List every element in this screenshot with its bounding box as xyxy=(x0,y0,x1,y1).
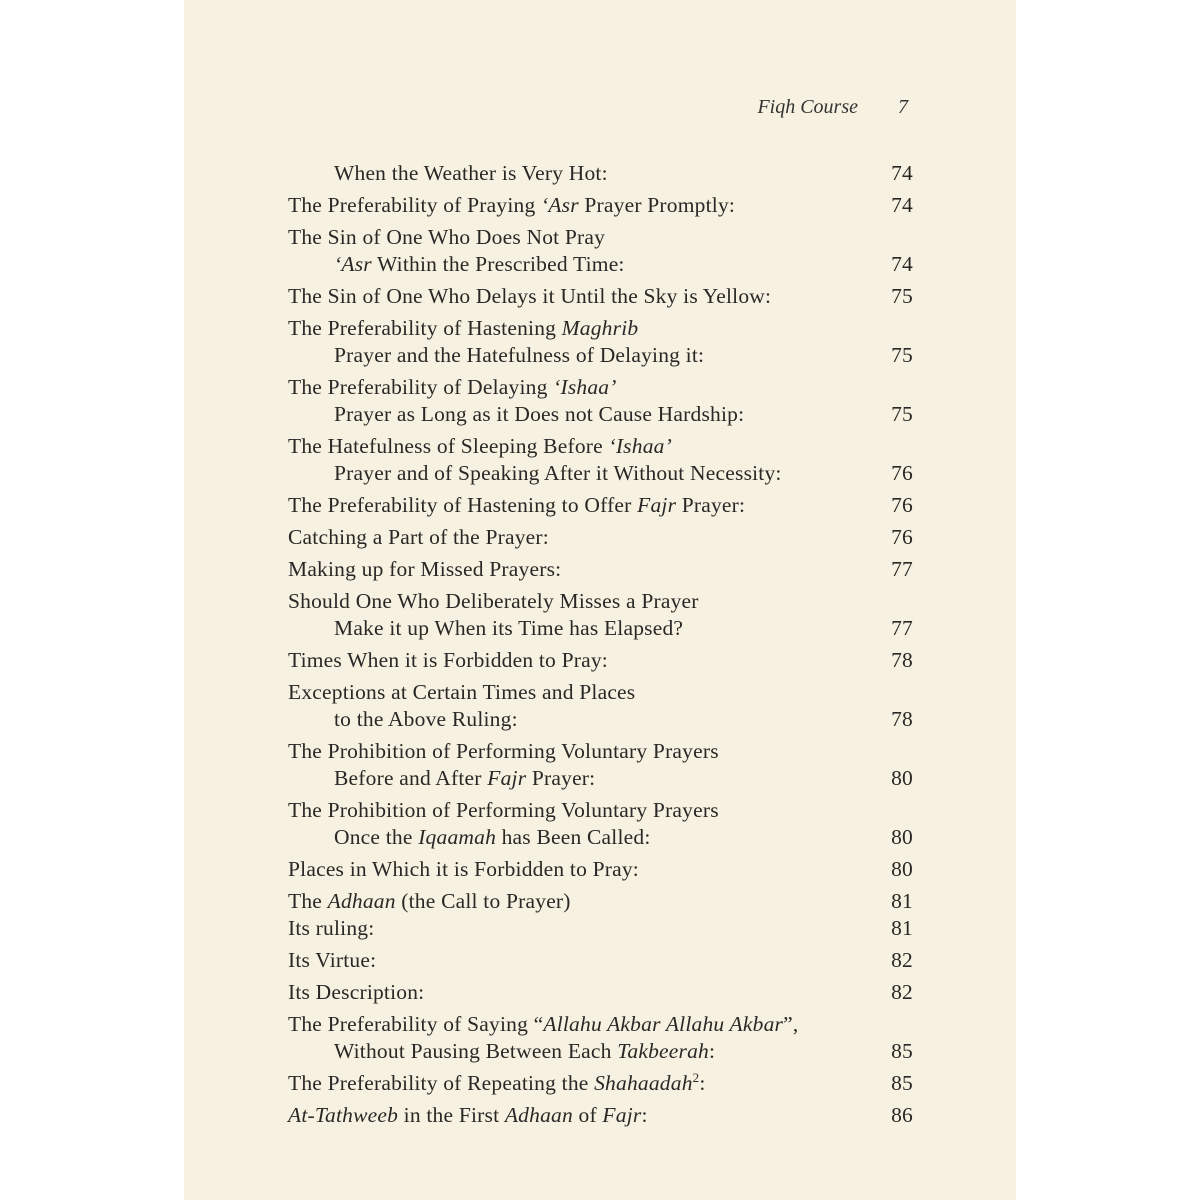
toc-entry-title-line: Make it up When its Time has Elapsed? xyxy=(334,616,684,640)
toc-entry-title-line: The Preferability of Saying “Allahu Akbar Allahu Akbar”, xyxy=(288,1012,799,1036)
toc-entry-title-line: The Preferability of Hastening Maghrib xyxy=(288,316,639,340)
toc-entry-title-line: Its Description: xyxy=(288,980,425,1004)
toc-entry xyxy=(288,647,913,674)
toc-entry xyxy=(288,492,913,519)
toc-entry-page-number: 80 xyxy=(891,825,913,849)
toc-entry xyxy=(288,1102,913,1129)
book-page xyxy=(184,0,1016,1200)
toc-entry-title-line: The Prohibition of Performing Voluntary Prayers xyxy=(288,798,719,822)
running-title: Fiqh Course xyxy=(757,96,858,118)
toc-entry-title-line: to the Above Ruling: xyxy=(334,707,518,731)
toc-entry xyxy=(288,283,913,310)
toc-entry xyxy=(288,192,913,219)
toc-entry xyxy=(288,315,913,369)
toc-entry-title-line: The Hatefulness of Sleeping Before ‘Ishaa’ xyxy=(288,434,672,458)
toc-entry-page-number: 82 xyxy=(891,980,913,1004)
toc-entry-title-line: Its ruling: xyxy=(288,916,375,940)
toc-entry xyxy=(288,915,913,942)
toc-entry-title-line: Catching a Part of the Prayer: xyxy=(288,525,549,549)
toc-entry xyxy=(288,556,913,583)
toc-entry-title-line: The Preferability of Hastening to Offer Fajr Prayer: xyxy=(288,493,746,517)
toc-entry-page-number: 76 xyxy=(891,525,913,549)
toc-entry-title-line: Prayer and of Speaking After it Without Necessity: xyxy=(334,461,782,485)
toc-entry xyxy=(288,588,913,642)
toc-entry-page-number: 76 xyxy=(891,493,913,517)
toc-entry-page-number: 80 xyxy=(891,766,913,790)
toc-entry-page-number: 74 xyxy=(891,161,913,185)
toc-entry-title-line: Without Pausing Between Each Takbeerah: xyxy=(334,1039,716,1063)
toc-entry-page-number: 75 xyxy=(891,402,913,426)
toc-entry-title-line: Exceptions at Certain Times and Places xyxy=(288,680,636,704)
toc-entry-title-line: Making up for Missed Prayers: xyxy=(288,557,562,581)
toc-entry-title-line: At-Tathweeb in the First Adhaan of Fajr: xyxy=(288,1103,648,1127)
toc-entry xyxy=(288,797,913,851)
toc-entry-page-number: 78 xyxy=(891,707,913,731)
toc-entry-page-number: 81 xyxy=(891,916,913,940)
toc-entry xyxy=(288,433,913,487)
toc-entry-title-line: The Sin of One Who Does Not Pray xyxy=(288,225,606,249)
toc-entry-page-number: 80 xyxy=(891,857,913,881)
toc-entry-title-line: The Adhaan (the Call to Prayer) xyxy=(288,889,571,913)
toc-entry-page-number: 85 xyxy=(891,1071,913,1095)
toc-entry-title-line: Times When it is Forbidden to Pray: xyxy=(288,648,608,672)
toc-entry-page-number: 74 xyxy=(891,252,913,276)
toc-entry-title-line: Should One Who Deliberately Misses a Prayer xyxy=(288,589,699,613)
toc-entry-title-line: Prayer and the Hatefulness of Delaying it: xyxy=(334,343,705,367)
toc-entry xyxy=(288,856,913,883)
toc-entry-title-line: The Prohibition of Performing Voluntary Prayers xyxy=(288,739,719,763)
toc-entry-page-number: 81 xyxy=(891,889,913,913)
toc-entry-title-line: The Preferability of Delaying ‘Ishaa’ xyxy=(288,375,617,399)
toc-entry-title-line: The Preferability of Repeating the Shahaadah$^2$: xyxy=(288,1069,706,1095)
header-page-number: 7 xyxy=(898,96,908,118)
toc-entry-page-number: 77 xyxy=(891,616,913,640)
toc-entry-page-number: 75 xyxy=(891,284,913,308)
toc-entry xyxy=(288,1011,913,1065)
toc-entry-page-number: 76 xyxy=(891,461,913,485)
toc-entry-page-number: 75 xyxy=(891,343,913,367)
toc-entry-page-number: 86 xyxy=(891,1103,913,1127)
toc-entry xyxy=(288,160,913,187)
toc-entry-page-number: 78 xyxy=(891,648,913,672)
toc-entry xyxy=(288,1070,913,1097)
toc-entry xyxy=(288,524,913,551)
toc-entry-title-line: ‘Asr Within the Prescribed Time: xyxy=(334,252,625,276)
toc-entry-page-number: 77 xyxy=(891,557,913,581)
toc-entry xyxy=(288,947,913,974)
toc-entry-title-line: Once the Iqaamah has Been Called: xyxy=(334,825,651,849)
toc-entry-page-number: 85 xyxy=(891,1039,913,1063)
toc-entry xyxy=(288,738,913,792)
toc-entry-title-line: Prayer as Long as it Does not Cause Hardship: xyxy=(334,402,745,426)
toc-entry xyxy=(288,374,913,428)
toc-entry xyxy=(288,224,913,278)
toc-entry-title-line: Places in Which it is Forbidden to Pray: xyxy=(288,857,639,881)
toc-entry xyxy=(288,888,913,915)
toc-entry xyxy=(288,979,913,1006)
toc-entry-page-number: 74 xyxy=(891,193,913,217)
toc-entry-title-line: The Sin of One Who Delays it Until the Sky is Yellow: xyxy=(288,284,772,308)
toc-entry-title-line: Its Virtue: xyxy=(288,948,377,972)
toc-entry-title-line: Before and After Fajr Prayer: xyxy=(334,766,596,790)
table-of-contents xyxy=(288,160,913,1134)
toc-entry-title-line: The Preferability of Praying ‘Asr Prayer Promptly: xyxy=(288,193,736,217)
toc-entry xyxy=(288,679,913,733)
running-header xyxy=(757,96,908,119)
toc-entry-page-number: 82 xyxy=(891,948,913,972)
toc-entry-title-line: When the Weather is Very Hot: xyxy=(334,161,608,185)
